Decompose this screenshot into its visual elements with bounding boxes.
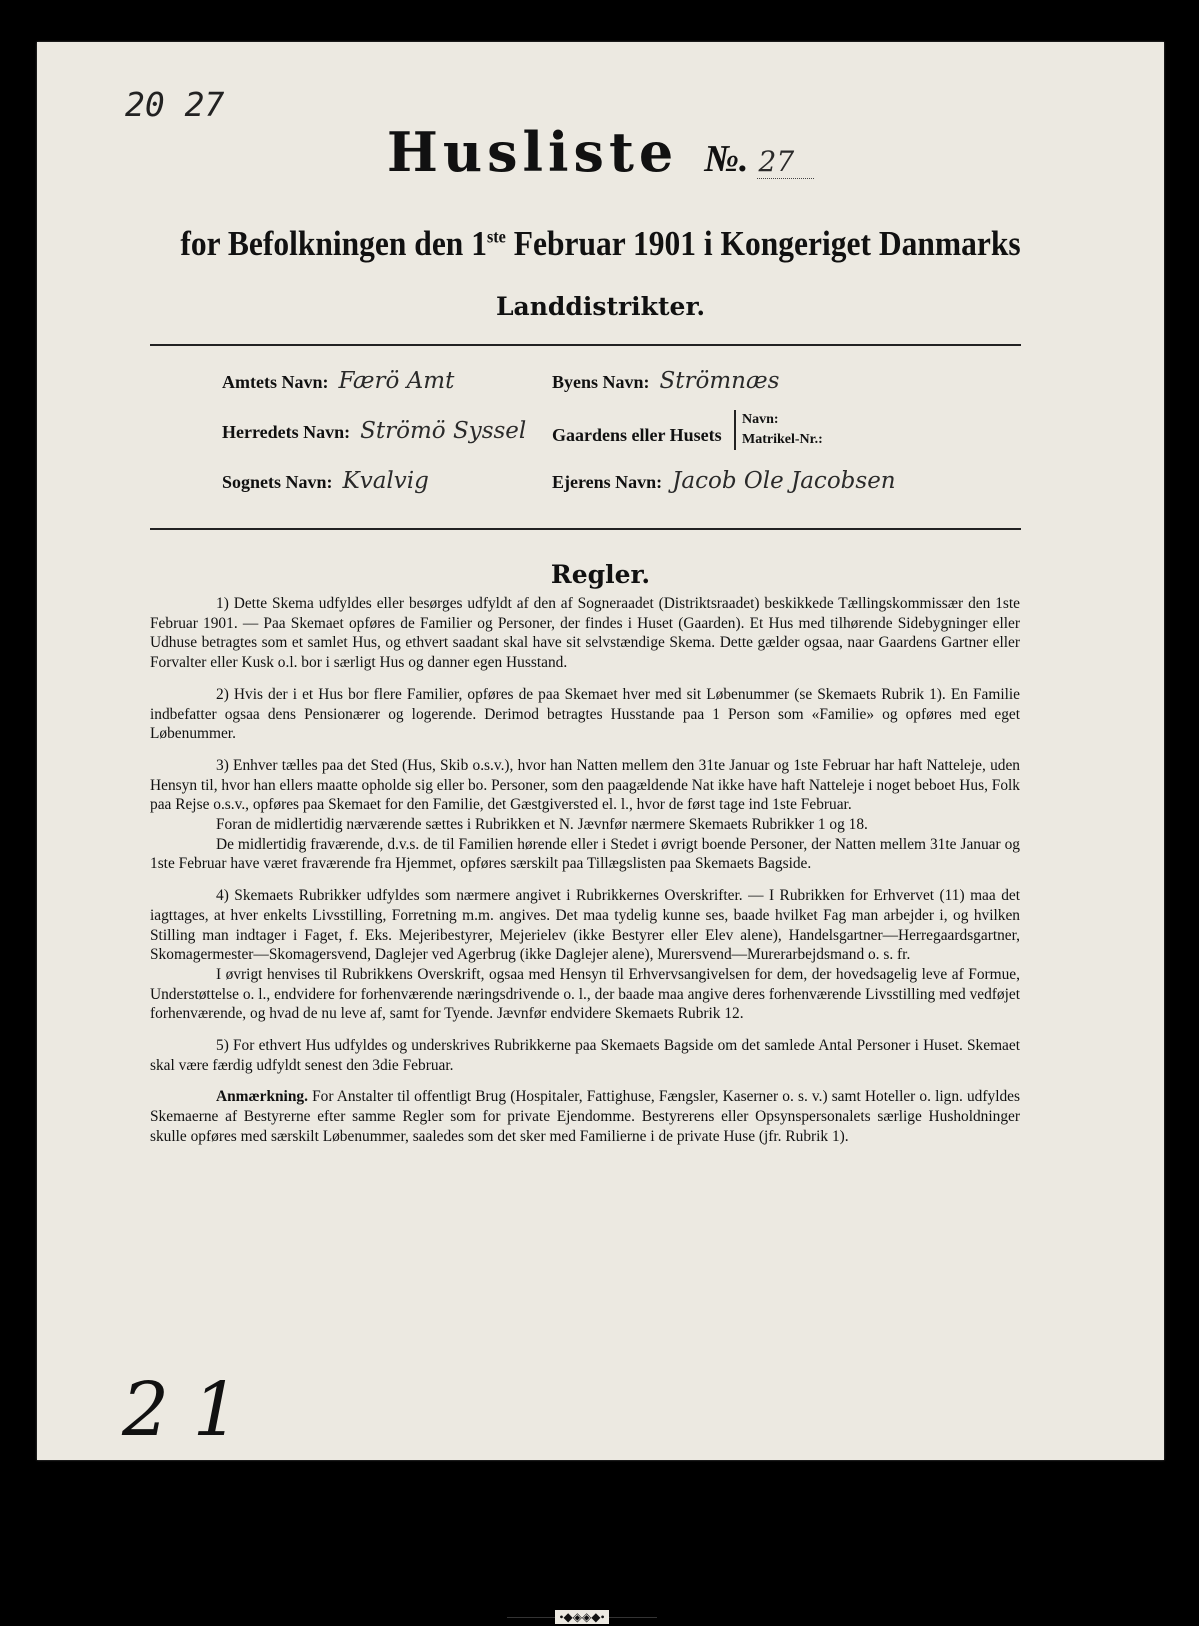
subtitle-sup: ste — [486, 226, 506, 247]
sogn-field — [222, 468, 429, 494]
rule-3b: Foran de midlertidig nærværende sættes i Rubrikken et N. Jævnfør nærmere Skemaets Rubrikker 1 og 18. — [216, 816, 868, 834]
gaard-label: Gaardens eller Husets — [552, 425, 722, 445]
note-label: Anmærkning. — [216, 1088, 308, 1106]
subtitle — [93, 224, 1107, 264]
amt-field — [222, 368, 454, 394]
census-form-sheet — [37, 42, 1164, 1624]
subtitle-landdistrikter: Landdistrikter. — [495, 292, 706, 321]
herred-field — [222, 418, 526, 444]
subtitle-pre: for Befolkningen den 1 — [180, 224, 487, 263]
ejer-value: Jacob Ole Jacobsen — [672, 468, 896, 494]
rule-4b: I øvrigt henvises til Rubrikkens Overskrift, ogsaa med Hensyn til Erhvervsangivelsen for dem, der hovedsagelig leve af Formue, Understøttelse o. l., endvidere for forhenværende næringsdrivende o. l., der baade maa angive deres forhenværende Livsstilling med vedføjet forhenværende, og hvad de nu leve af, samt for Tyende. Jævnfør endvidere Skemaets Rubrik 12. — [150, 965, 1020, 1023]
rules-heading: Regler. — [550, 560, 651, 589]
corner-number: 20 27 — [125, 85, 225, 124]
ornament-glyph: •◆◈◈◆• — [555, 1610, 608, 1624]
rules-body — [150, 594, 1020, 1159]
rule-3c: De midlertidig fraværende, d.v.s. de til Familien hørende eller i Stedet i øvrigt boende Personer, der Natten mellem 31te Januar og 1ste Februar have været fraværende fra Hjemmet, opføres særskilt paa Tillægslisten paa Skemaets Bagside. — [150, 835, 1020, 873]
top-divider — [150, 344, 1021, 346]
rule-3a: 3) Enhver tælles paa det Sted (Hus, Skib o.s.v.), hvor han Natten mellem den 31te Januar og 1ste Februar har haft Natteleje, uden Hensyn til, hvor han ellers maatte opholde sig eller bo. Personer, som den paagældende Nat ikke have haft Natteleje i noget beboet Hus, Folk paa Rejse o.s.v., opføres paa Skemaet for den Familie, det Gæstgiversted el. l., hvor de først tage ind 1ste Februar. — [150, 756, 1021, 814]
gaard-field-label — [552, 425, 722, 446]
amt-value: Færö Amt — [338, 368, 455, 394]
rule-1: 1) Dette Skema udfyldes eller besørges udfyldt af den af Sogneraadet (Distriktsraadet) beskikkede Tællingskommissær den 1ste Februar 1901. — Paa Skemaet opføres de Familier og Personer, der findes i Huset (Gaarden). Et Hus med tilhørende Sidebygninger eller Udhuse betragtes som et samlet Hus, og ethvert saadant skal have sit selvstændige Skema. Dette gælder ogsaa, naar Gaardens Gartner eller Forvalter eller Kusk o.l. bor i særligt Hus og danner egen Husstand. — [150, 595, 1020, 672]
form-title: Husliste — [386, 120, 679, 184]
ejer-field — [552, 468, 896, 494]
number-value: 27 — [757, 145, 815, 179]
note-text: For Anstalter til offentligt Brug (Hospitaler, Fattighuse, Fængsler, Kaserner o. s. v.) samt Hoteller o. lign. udfyldes Skemaerne af Bestyrerne efter samme Regler som for private Ejendomme. Bestyrerens eller Opsynspersonalets særlige Husholdninger skulle opføres med særskilt Løbenummer, saaledes som det sker med Familierne i de private Huse (jfr. Rubrik 1). — [150, 1088, 1020, 1145]
rule-5: 5) For ethvert Hus udfyldes og underskrives Rubrikkerne paa Skemaets Bagside om det samlede Antal Personer i Huset. Skemaet skal være færdig udfyldt senest den 3die Februar. — [150, 1037, 1020, 1074]
bottom-divider — [150, 528, 1021, 530]
note — [150, 1087, 1020, 1146]
number-label: №. — [704, 138, 749, 180]
gaard-subfields — [734, 410, 823, 450]
sogn-value: Kvalvig — [342, 468, 429, 494]
by-field — [552, 368, 779, 394]
herred-value: Strömö Syssel — [360, 418, 527, 444]
bottom-handwriting: 2 1 — [122, 1367, 240, 1453]
herred-label: Herredets Navn: — [222, 422, 351, 442]
ejer-label: Ejerens Navn: — [552, 472, 663, 492]
sogn-label: Sognets Navn: — [222, 472, 333, 492]
matrikel-label: Matrikel-Nr.: — [742, 432, 823, 447]
subtitle-post: Februar 1901 i Kongeriget Danmarks — [505, 224, 1021, 263]
amt-label: Amtets Navn: — [222, 372, 329, 392]
title-row — [37, 120, 1164, 184]
rule-4a: 4) Skemaets Rubrikker udfyldes som nærmere angivet i Rubrikkernes Overskrifter. — I Rubrikken for Erhvervet (11) maa det iagttages, at hver enkelts Livsstilling, Forretning m.m. angives. Det maa tydelig kunne ses, baade hvilket Fag man arbejder i, og hvilken Stilling man indtager i Faget, f. Eks. Mejeribestyrer, Mejerielev (ikke Bestyrer eller Elev alene), Handelsgartner—Herregaardsgartner, Skomagermester—Skomagersvend, Daglejer ved Agerbrug (ikke Daglejer alene), Murersvend—Murerarbejdsmand o. s. fr. — [150, 887, 1020, 964]
navn-label: Navn: — [742, 412, 779, 427]
by-value: Strömnæs — [659, 368, 780, 394]
by-label: Byens Navn: — [552, 372, 650, 392]
ornament-divider — [507, 1608, 657, 1626]
rule-2: 2) Hvis der i et Hus bor flere Familier, opføres de paa Skemaet hver med sit Løbenummer (se Skemaets Rubrik 1). En Familie indbefatter ogsaa dens Pensionærer og logerende. Derimod betragtes Husstande paa 1 Person som «Familie» og opføres med eget Løbenummer. — [150, 685, 1020, 743]
